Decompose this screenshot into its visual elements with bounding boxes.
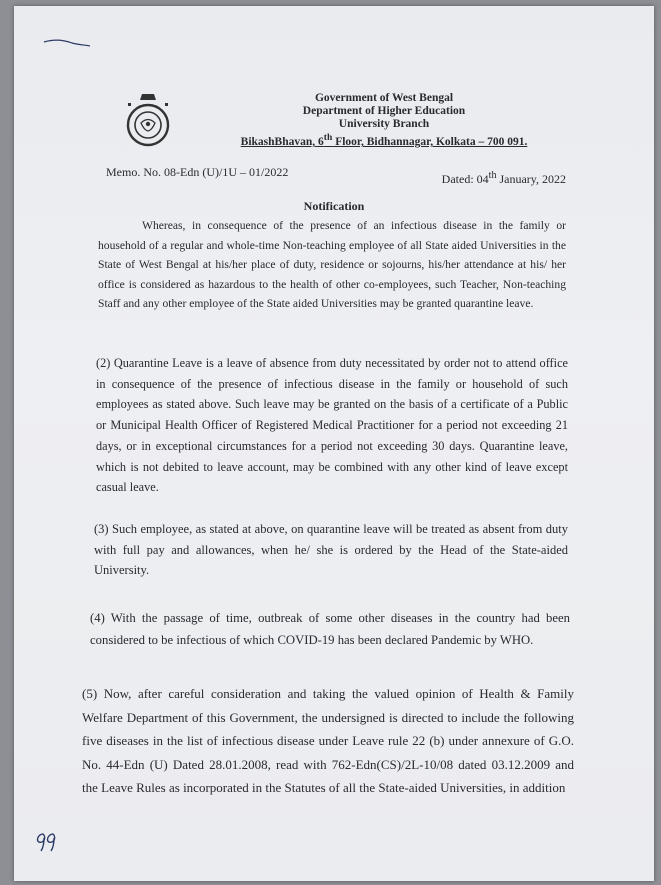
memo-date: Dated: 04th January, 2022 — [441, 170, 566, 186]
state-emblem-icon — [122, 90, 174, 148]
handwritten-initials-icon — [28, 828, 68, 854]
office-address: BikashBhavan, 6th Floor, Bidhannagar, Kolkata – 700 091. — [240, 132, 528, 148]
notification-title: Notification — [303, 199, 365, 213]
memo-number: Memo. No. 08-Edn (U)/1U – 01/2022 — [106, 165, 289, 179]
letterhead — [214, 92, 554, 149]
department-name: Department of Higher Education — [302, 105, 466, 117]
pen-mark-icon — [42, 36, 92, 48]
paragraph-4: (4) With the passage of time, outbreak of some other diseases in the country had been considered to be infectious of which COVID-19 has been declared Pandemic by WHO. — [90, 611, 570, 647]
branch-name: University Branch — [338, 118, 430, 130]
paragraph-1: Whereas, in consequence of the presence of an infectious disease in the family or household of a regular and whole-time Non-teaching employee of all State aided Universities in the State of West Bengal at his/her place of duty, residence or sojourns, his/her attendance at his/ her office is considered as hazardous to the health of other co-employees, such Teacher, Non-teaching Staff and any other employee of the State aided Universities may be granted quarantine leave. — [98, 219, 566, 310]
paragraph-2: (2) Quarantine Leave is a leave of absence from duty necessitated by order not to attend office in consequence of the presence of infectious disease in the family or household of such employees as stated above. Such leave may be granted on the basis of a certificate of a Public or Municipal Health Officer of Registered Medical Practitioner for a period not exceeding 21 days, or in exceptional circumstances for a period not exceeding 30 days. Quarantine leave, which is not debited to leave account, may be combined with any other kind of leave except casual leave. — [96, 356, 568, 495]
govt-name: Government of West Bengal — [314, 92, 454, 104]
document-page — [14, 6, 654, 881]
paragraph-3: (3) Such employee, as stated at above, on quarantine leave will be treated as absent from duty with full pay and allowances, when he/ she is ordered by the Head of the State-aided University. — [94, 522, 568, 577]
paragraph-5: (5) Now, after careful consideration and taking the valued opinion of Health & Family Welfare Department of this Government, the undersigned is directed to include the following five diseases in the list of infectious disease under Leave rule 22 (b) under annexure of G.O. No. 44-Edn (U) Dated 28.01.2008, read with 762-Edn(CS)/2L-10/08 dated 03.12.2009 and the Leave Rules as incorporated in the Statutes of all the State-aided Universities, in addition — [82, 686, 574, 795]
